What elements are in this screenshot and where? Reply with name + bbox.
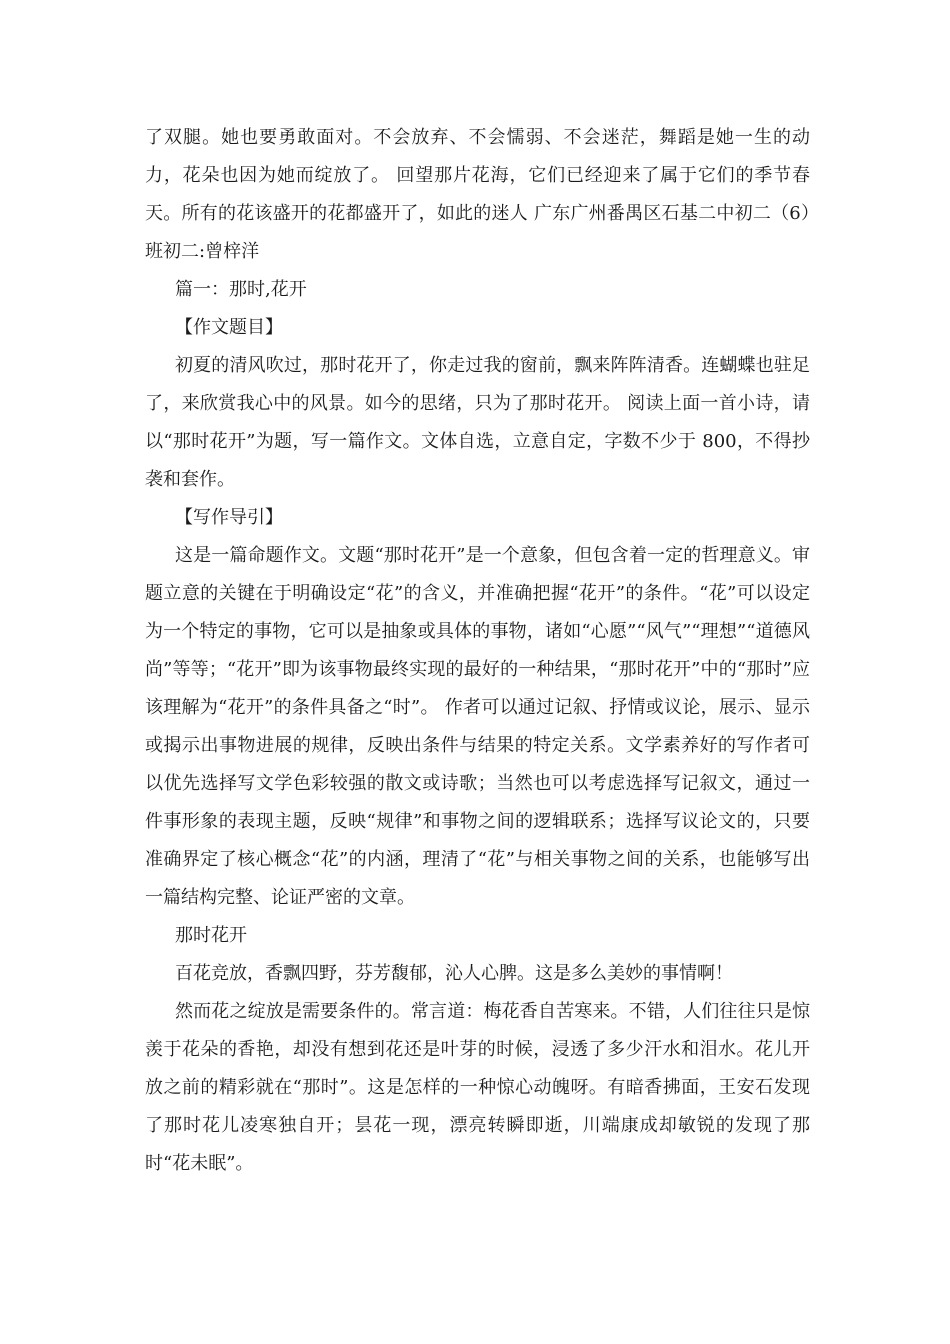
- document-page: [145, 119, 810, 1183]
- paragraph-essay-prompt: 初夏的清风吹过，那时花开了，你走过我的窗前，飘来阵阵清香。连蝴蝶也驻足了，来欣赏我心中的风景。如今的思绪，只为了那时花开。 阅读上面一首小诗，请以“那时花开”为题，写一篇作文。文体自选，立意自定，字数不少于 800，不得抄袭和套作。: [145, 355, 810, 490]
- article-heading: 篇一：那时,花开: [175, 279, 307, 300]
- section-label-writing-guide: 【写作导引】: [175, 507, 283, 528]
- essay-title: 那时花开: [175, 925, 247, 946]
- paragraph-essay-body: 然而花之绽放是需要条件的。常言道：梅花香自苦寒来。不错，人们往往只是惊羡于花朵的香艳，却没有想到花还是叶芽的时候，浸透了多少汗水和泪水。花儿开放之前的精彩就在“那时”。这是怎样的一种惊心动魄呀。有暗香拂面，王安石发现了那时花儿凌寒独自开；昙花一现，漂亮转瞬即逝，川端康成却敏锐的发现了那时“花未眠”。: [145, 1001, 810, 1174]
- section-label-essay-topic: 【作文题目】: [175, 317, 283, 338]
- paragraph-essay-opening: 百花竞放，香飘四野，芬芳馥郁，沁人心脾。这是多么美妙的事情啊！: [175, 963, 733, 984]
- paragraph-continuation: 了双腿。她也要勇敢面对。不会放弃、不会懦弱、不会迷茫，舞蹈是她一生的动力，花朵也因为她而绽放了。 回望那片花海，它们已经迎来了属于它们的季节春天。所有的花该盛开的花都盛开了，如此的迷人 广东广州番禺区石基二中初二（6）班初二:曾梓洋: [145, 127, 810, 262]
- paragraph-writing-guide: 这是一篇命题作文。文题“那时花开”是一个意象，但包含着一定的哲理意义。审题立意的关键在于明确设定“花”的含义，并准确把握“花开”的条件。“花”可以设定为一个特定的事物，它可以是抽象或具体的事物，诸如“心愿”“风气”“理想”“道德风尚”等等；“花开”即为该事物最终实现的最好的一种结果，“那时花开”中的“那时”应该理解为“花开”的条件具备之“时”。 作者可以通过记叙、抒情或议论，展示、显示或揭示出事物进展的规律，反映出条件与结果的特定关系。文学素养好的写作者可以优先选择写文学色彩较强的散文或诗歌；当然也可以考虑选择写记叙文，通过一件事形象的表现主题，反映“规律”和事物之间的逻辑联系；选择写议论文的，只要准确界定了核心概念“花”的内涵，理清了“花”与相关事物之间的关系，也能够写出一篇结构完整、论证严密的文章。: [145, 545, 810, 908]
